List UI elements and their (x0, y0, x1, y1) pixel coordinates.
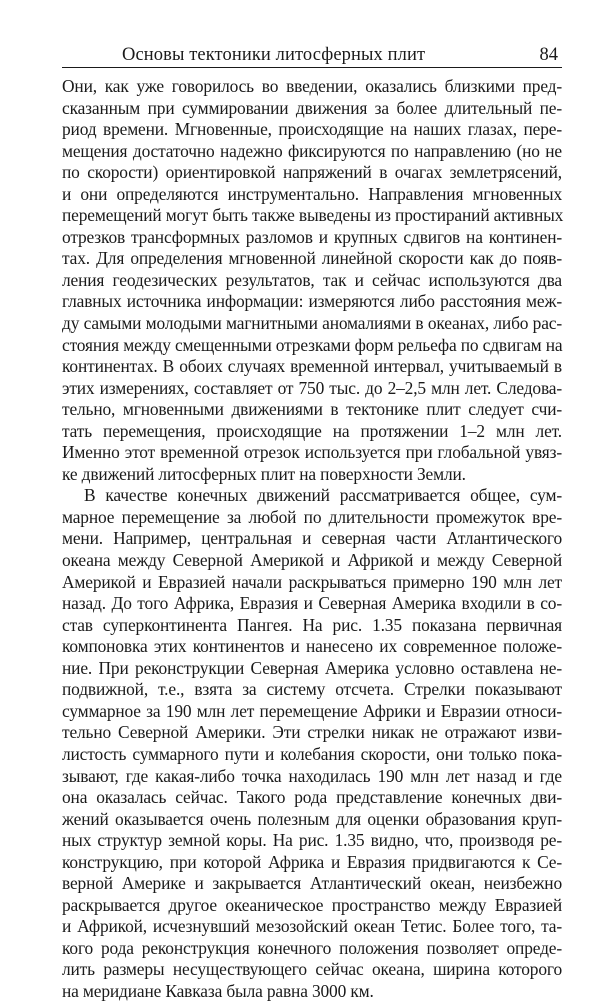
text-line: лить размеры несуществующего сейчас океана, ширина которого (62, 959, 562, 980)
text-line: ления геодезических результатов, так и сейчас используются два (62, 269, 562, 290)
text-line: этих измерениях, составляет от 750 тыс. до 2–2,5 млн лет. Следова- (62, 377, 562, 398)
paragraph-instant-motions (62, 76, 562, 485)
paragraph-finite-motions (62, 485, 562, 1002)
text-line: назад. До того Африка, Евразия и Северная Америка входили в со- (62, 593, 562, 614)
text-line: тельно, мгновенными движениями в тектонике плит следует счи- (62, 399, 562, 420)
text-line: жений оказывается очень полезным для оценки образования круп- (62, 808, 562, 829)
text-line: суммарное за 190 млн лет перемещение Африки и Евразии относи- (62, 700, 562, 721)
text-line: на меридиане Кавказа была равна 3000 км. (62, 980, 374, 1001)
text-line: океана между Северной Америкой и Африкой и между Северной (62, 550, 562, 571)
text-line: ние. При реконструкции Северная Америка условно оставлена не- (62, 657, 562, 678)
text-line: конструкцию, при которой Африка и Евразия придвигаются к Се- (62, 851, 562, 872)
text-line: мени. Например, центральная и северная части Атлантического (62, 528, 562, 549)
header-rule (62, 67, 562, 68)
text-line: подвижной, т.е., взята за систему отсчета. Стрелки показывают (62, 679, 562, 700)
text-line: В качестве конечных движений рассматривается общее, сум- (84, 485, 562, 506)
text-line: тах. Для определения мгновенной линейной скорости как до появ- (62, 248, 562, 269)
text-line: кого рода реконструкция конечного положения позволяет опреде- (62, 937, 562, 958)
text-line: перемещений могут быть также выведены из простираний активных (62, 205, 564, 226)
text-line: главных источника информации: измеряются либо расстояния меж- (62, 291, 562, 312)
text-line: Они, как уже говорилось во введении, оказались близкими пред- (62, 76, 562, 96)
text-line: ных структур земной коры. На рис. 1.35 видно, что, производя ре- (62, 830, 562, 851)
text-line: раскрывается другое океаническое пространство между Евразией (62, 894, 562, 915)
text-line: стояния между смещенными отрезками форм рельефа по сдвигам на (62, 334, 563, 355)
text-line: Америкой и Евразией начали раскрываться примерно 190 млн лет (62, 571, 562, 592)
text-line: она оказалась сейчас. Такого рода представление конечных дви- (62, 787, 562, 808)
text-line: мещения достаточно надежно фиксируются по направлению (но не (62, 140, 562, 161)
text-line: став суперконтинента Пангея. На рис. 1.35 показана первичная (62, 614, 562, 635)
page-number: 84 (539, 45, 558, 65)
text-line: отрезков трансформных разломов и крупных сдвигов на континен- (62, 226, 562, 247)
text-line: ке движений литосферных плит на поверхности Земли. (62, 463, 466, 484)
text-line: листость суммарного пути и колебания скорости, они только пока- (62, 743, 562, 764)
text-line: риод времени. Мгновенные, происходящие на наших глазах, пере- (62, 119, 562, 140)
running-head-title: Основы тектоники литосферных плит (122, 45, 426, 65)
body-text (62, 76, 562, 1003)
text-line: тать перемещения, происходящие на протяжении 1–2 млн лет. (62, 420, 562, 441)
text-line: тельно Северной Америки. Эти стрелки никак не отражают изви- (62, 722, 562, 743)
running-head (62, 40, 562, 70)
text-line: по скорости) ориентировкой напряжений в очагах землетрясений, (62, 162, 562, 183)
text-line: зывают, где какая-либо точка находилась 190 млн лет назад и где (62, 765, 562, 786)
text-line: марное перемещение за любой по длительности промежуток вре- (62, 506, 562, 527)
text-line: континентах. В обоих случаях временной интервал, учитываемый в (62, 356, 562, 377)
text-line: верной Америке и закрывается Атлантический океан, неизбежно (62, 873, 562, 894)
text-line: Именно этот временной отрезок используется при глобальной увяз- (62, 442, 562, 463)
text-line: сказанным при суммировании движения за более длительный пе- (62, 97, 562, 118)
text-line: и Африкой, исчезнувший мезозойский океан Тетис. Более того, та- (62, 916, 562, 937)
text-line: компоновка этих континентов и нанесено их современное положе- (62, 636, 562, 657)
text-line: ду самыми молодыми магнитными аномалиями в океанах, либо рас- (62, 313, 562, 334)
text-line: и они определяются инструментально. Направления мгновенных (62, 183, 562, 204)
